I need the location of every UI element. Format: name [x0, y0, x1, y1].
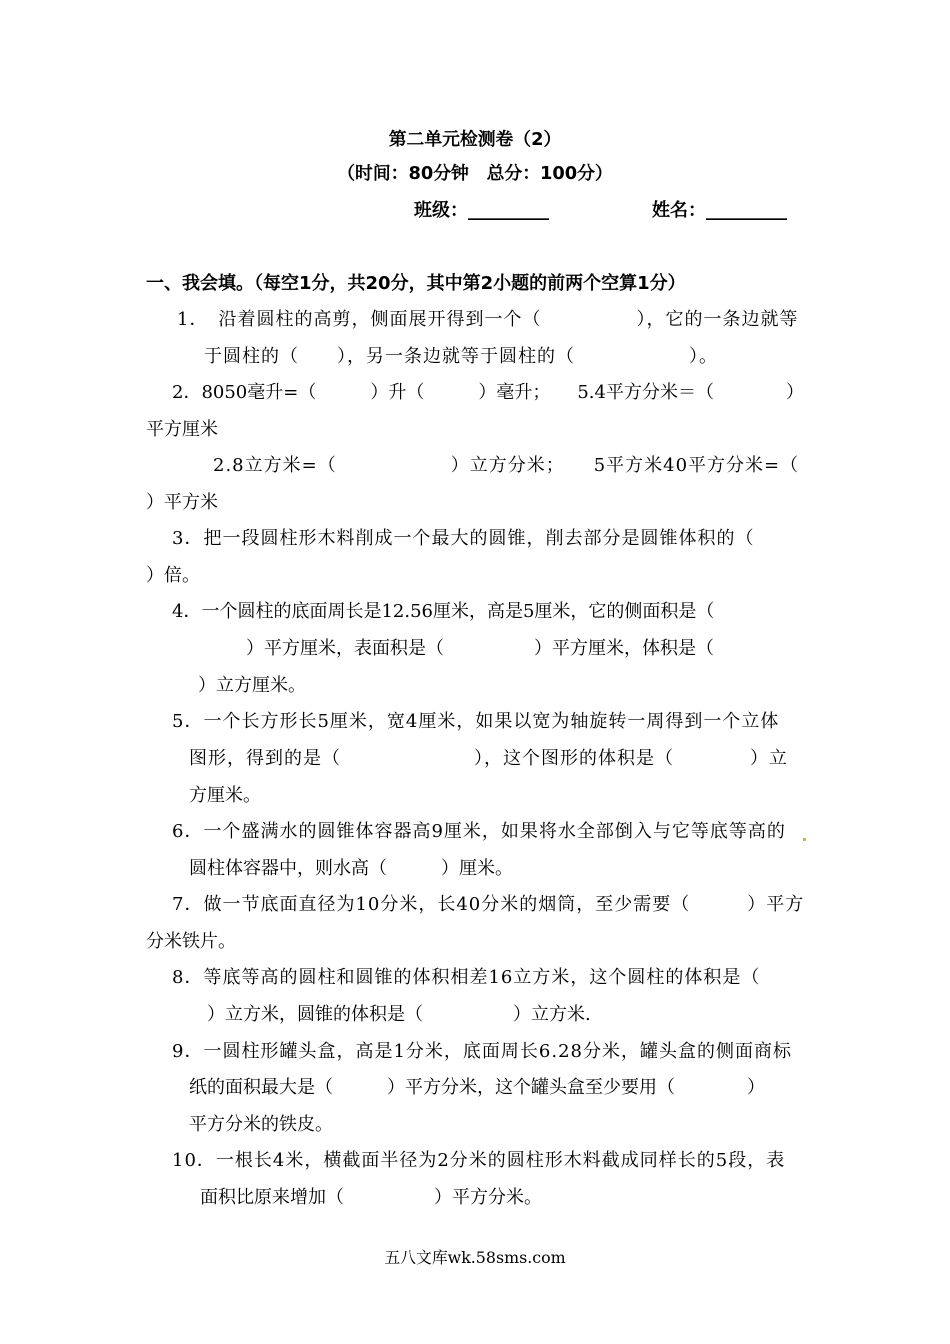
- question-line: 平方厘米: [146, 419, 218, 440]
- question-line: 8．等底等高的圆柱和圆锥的体积相差16立方米，这个圆柱的体积是（: [172, 967, 761, 988]
- question-line: 1． 沿着圆柱的高剪，侧面展开得到一个（ ），它的一条边就等: [177, 309, 799, 330]
- question-line: 2.8立方米=（ ）立方分米； 5平方米40平方分米=（: [213, 455, 800, 476]
- class-field-label: 班级：_________: [414, 200, 549, 221]
- question-line: 圆柱体容器中，则水高（ ）厘米。: [189, 858, 513, 879]
- question-line: 7．做一节底面直径为10分米，长40分米的烟筒，至少需要（ ）平方: [172, 894, 805, 915]
- page-title: 第二单元检测卷（2）: [388, 129, 562, 150]
- question-line: 图形，得到的是（ ），这个图形的体积是（ ）立: [189, 748, 788, 769]
- question-line: 于圆柱的（ ），另一条边就等于圆柱的（ ）。: [204, 346, 718, 367]
- question-line: 5．一个长方形长5厘米，宽4厘米，如果以宽为轴旋转一周得到一个立体: [172, 711, 780, 732]
- question-line: 面积比原来增加（ ）平方分米。: [200, 1187, 542, 1208]
- question-line: 6．一个盛满水的圆锥体容器高9厘米，如果将水全部倒入与它等底等高的: [172, 821, 786, 842]
- question-line: ）平方米: [146, 492, 218, 513]
- question-line: 2．8050毫升=（ ）升（ ）毫升； 5.4平方分米＝（ ）: [172, 382, 804, 403]
- question-line: 4．一个圆柱的底面周长是12.56厘米，高是5厘米，它的侧面积是（: [172, 601, 715, 622]
- question-line: ）立方米，圆锥的体积是（ ）立方米.: [207, 1004, 591, 1025]
- question-line: ）立方厘米。: [198, 675, 306, 696]
- name-field-label: 姓名：_________: [652, 200, 787, 221]
- page-subtitle: （时间：80分钟 总分：100分）: [337, 163, 613, 184]
- question-line: ）平方厘米，表面积是（ ）平方厘米，体积是（: [246, 638, 714, 659]
- page-footer: 五八文库wk.58sms.com: [384, 1248, 566, 1267]
- question-line: 平方分米的铁皮。: [189, 1114, 333, 1135]
- question-line: 纸的面积最大是（ ）平方分米，这个罐头盒至少要用（ ）: [189, 1077, 765, 1098]
- stray-mark: [803, 838, 806, 841]
- section-heading: 一、我会填。（每空1分，共20分，其中第2小题的前两个空算1分）: [146, 273, 686, 294]
- question-line: ）倍。: [146, 565, 200, 586]
- question-line: 分米铁片。: [146, 931, 236, 952]
- question-line: 3．把一段圆柱形木料削成一个最大的圆锥，削去部分是圆锥体积的（: [172, 528, 755, 549]
- question-line: 方厘米。: [189, 785, 261, 806]
- question-line: 9．一圆柱形罐头盒，高是1分米，底面周长6.28分米，罐头盒的侧面商标: [172, 1041, 792, 1062]
- question-line: 10．一根长4米，横截面半径为2分米的圆柱形木料截成同样长的5段，表: [172, 1150, 786, 1171]
